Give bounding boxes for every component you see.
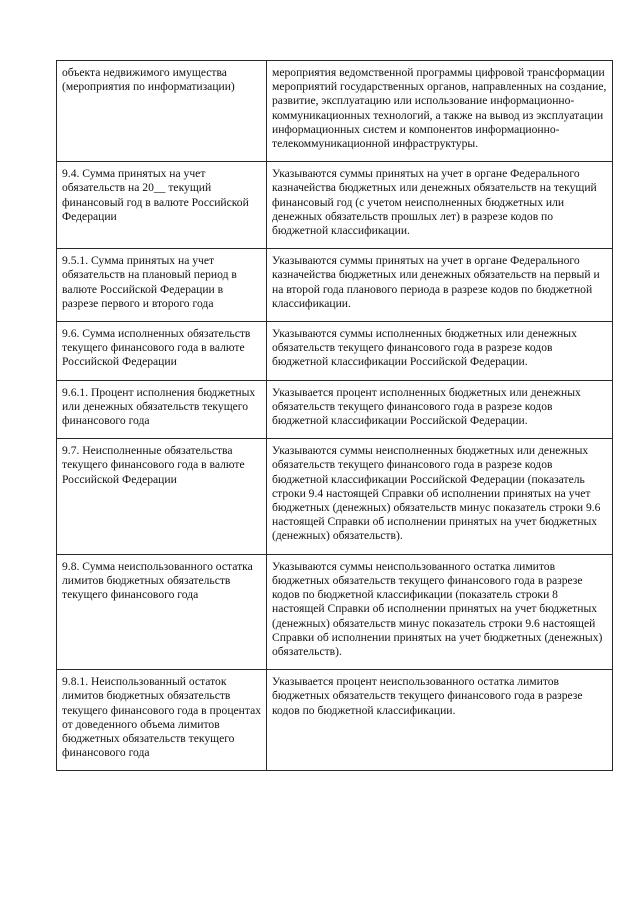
table-row [57,554,613,669]
description-cell: Указываются суммы принятых на учет в органе Федерального казначейства бюджетных или денежных обязательств на первый и на второй года планового периода в разрезе кодов по бюджетной классификации. [267,249,613,322]
table-row [57,380,613,439]
description-cell: Указывается процент неиспользованного остатка лимитов бюджетных обязательств текущего финансового года в разрезе кодов по бюджетной классификации. [267,670,613,771]
table-row [57,322,613,381]
table-row [57,162,613,249]
indicator-cell: 9.5.1. Сумма принятых на учет обязательств на плановый период в валюте Российской Федерации в разрезе первого и второго года [57,249,267,322]
description-cell: Указываются суммы принятых на учет в органе Федерального казначейства бюджетных или денежных обязательств на текущий финансовый год (с учетом неисполненных бюджетных или денежных обязательств прошлых лет) в разрезе кодов по бюджетной классификации. [267,162,613,249]
description-cell: мероприятия ведомственной программы цифровой трансформации мероприятий государственных органов, направленных на создание, развитие, эксплуатацию или использование информационно-коммуникационных технологий, а также на вывод из эксплуатации информационных систем и компонентов информационно-телекоммуникационной инфраструктуры. [267,61,613,162]
table-body [57,61,613,771]
indicator-cell: 9.6. Сумма исполненных обязательств текущего финансового года в валюте Российской Федерации [57,322,267,381]
indicator-cell: 9.6.1. Процент исполнения бюджетных или денежных обязательств текущего финансового года [57,380,267,439]
description-cell: Указываются суммы неиспользованного остатка лимитов бюджетных обязательств текущего финансового года в разрезе кодов по бюджетной классификации (показатель строки 8 настоящей Справки об исполнении принятых на учет бюджетных (денежных) обязательств минус показатель строки 9.6 настоящей Справки об исполнении принятых на учет бюджетных (денежных) обязательств). [267,554,613,669]
table-row [57,670,613,771]
description-cell: Указывается процент исполненных бюджетных или денежных обязательств текущего финансового года в разрезе кодов бюджетной классификации Российской Федерации. [267,380,613,439]
description-cell: Указываются суммы исполненных бюджетных или денежных обязательств текущего финансового года в разрезе кодов бюджетной классификации Российской Федерации. [267,322,613,381]
indicator-cell: 9.7. Неисполненные обязательства текущего финансового года в валюте Российской Федерации [57,439,267,554]
indicator-cell: 9.8.1. Неиспользованный остаток лимитов бюджетных обязательств текущего финансового года в процентах от доведенного объема лимитов бюджетных обязательств текущего финансового года [57,670,267,771]
table-row [57,249,613,322]
indicator-cell: 9.8. Сумма неиспользованного остатка лимитов бюджетных обязательств текущего финансового года [57,554,267,669]
description-cell: Указываются суммы неисполненных бюджетных или денежных обязательств текущего финансового года в разрезе кодов бюджетной классификации Российской Федерации (показатель строки 9.4 настоящей Справки об исполнении принятых на учет бюджетных (денежных) обязательств минус показатель строки 9.6 настоящей Справки об исполнении принятых на учет бюджетных (денежных) обязательств). [267,439,613,554]
table-row [57,61,613,162]
indicator-cell: 9.4. Сумма принятых на учет обязательств на 20__ текущий финансовый год в валюте Российской Федерации [57,162,267,249]
table-row [57,439,613,554]
document-table [56,60,613,771]
indicator-cell: объекта недвижимого имущества (мероприятия по информатизации) [57,61,267,162]
